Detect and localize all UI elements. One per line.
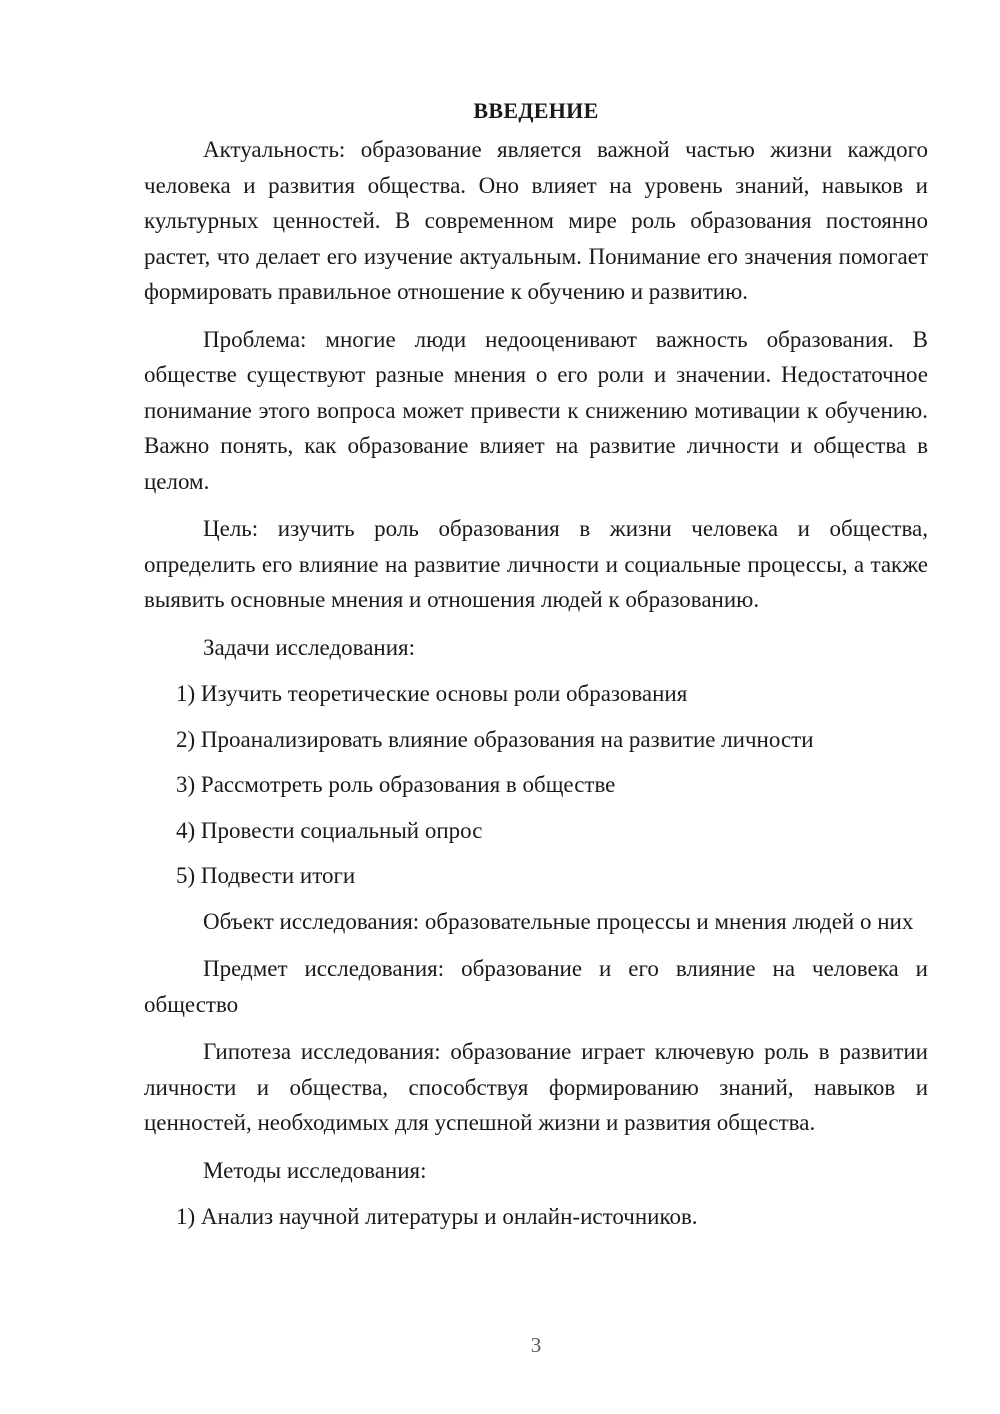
list-item: 4) Провести социальный опрос — [176, 817, 483, 843]
page-body — [144, 96, 928, 1245]
section-heading: ВВЕДЕНИЕ — [473, 98, 599, 123]
list-item: 5) Подвести итоги — [176, 863, 356, 888]
list-item: 1) Изучить теоретические основы роли образования — [176, 681, 688, 706]
problem-paragraph: Проблема: многие люди недооценивают важность образования. В обществе существуют разные мнения о его роли и значении. Недостаточное понимание этого вопроса может привести к снижению мотивации к обучению. Важно понять, как образование влияет на развитие личности и общества в целом. — [144, 326, 928, 494]
list-item: 3) Рассмотреть роль образования в обществе — [176, 772, 616, 797]
page-number: 3 — [530, 1333, 542, 1357]
object-paragraph: Объект исследования: образовательные процессы и мнения людей о них — [203, 908, 914, 934]
tasks-list — [144, 676, 928, 894]
tasks-label: Задачи исследования: — [203, 634, 416, 660]
hypothesis-paragraph: Гипотеза исследования: образование играет ключевую роль в развитии личности и общества, способствуя формированию знаний, навыков и ценностей, необходимых для успешной жизни и развития общества. — [144, 1039, 928, 1135]
relevance-paragraph: Актуальность: образование является важной частью жизни каждого человека и развития общества. Оно влияет на уровень знаний, навыков и культурных ценностей. В современном мире роль образования постоянно растет, что делает его изучение актуальным. Понимание его значения помогает формировать правильное отношение к обучению и развитию. — [144, 137, 928, 304]
methods-label: Методы исследования: — [203, 1157, 427, 1183]
goal-paragraph: Цель: изучить роль образования в жизни человека и общества, определить его влияние на развитие личности и социальные процессы, а также выявить основные мнения и отношения людей к образованию. — [144, 516, 928, 612]
list-item: 2) Проанализировать влияние образования на развитие личности — [176, 726, 814, 752]
methods-list — [144, 1199, 928, 1235]
list-item: 1) Анализ научной литературы и онлайн-источников. — [176, 1204, 698, 1229]
subject-paragraph: Предмет исследования: образование и его влияние на человека и общество — [144, 956, 928, 1017]
